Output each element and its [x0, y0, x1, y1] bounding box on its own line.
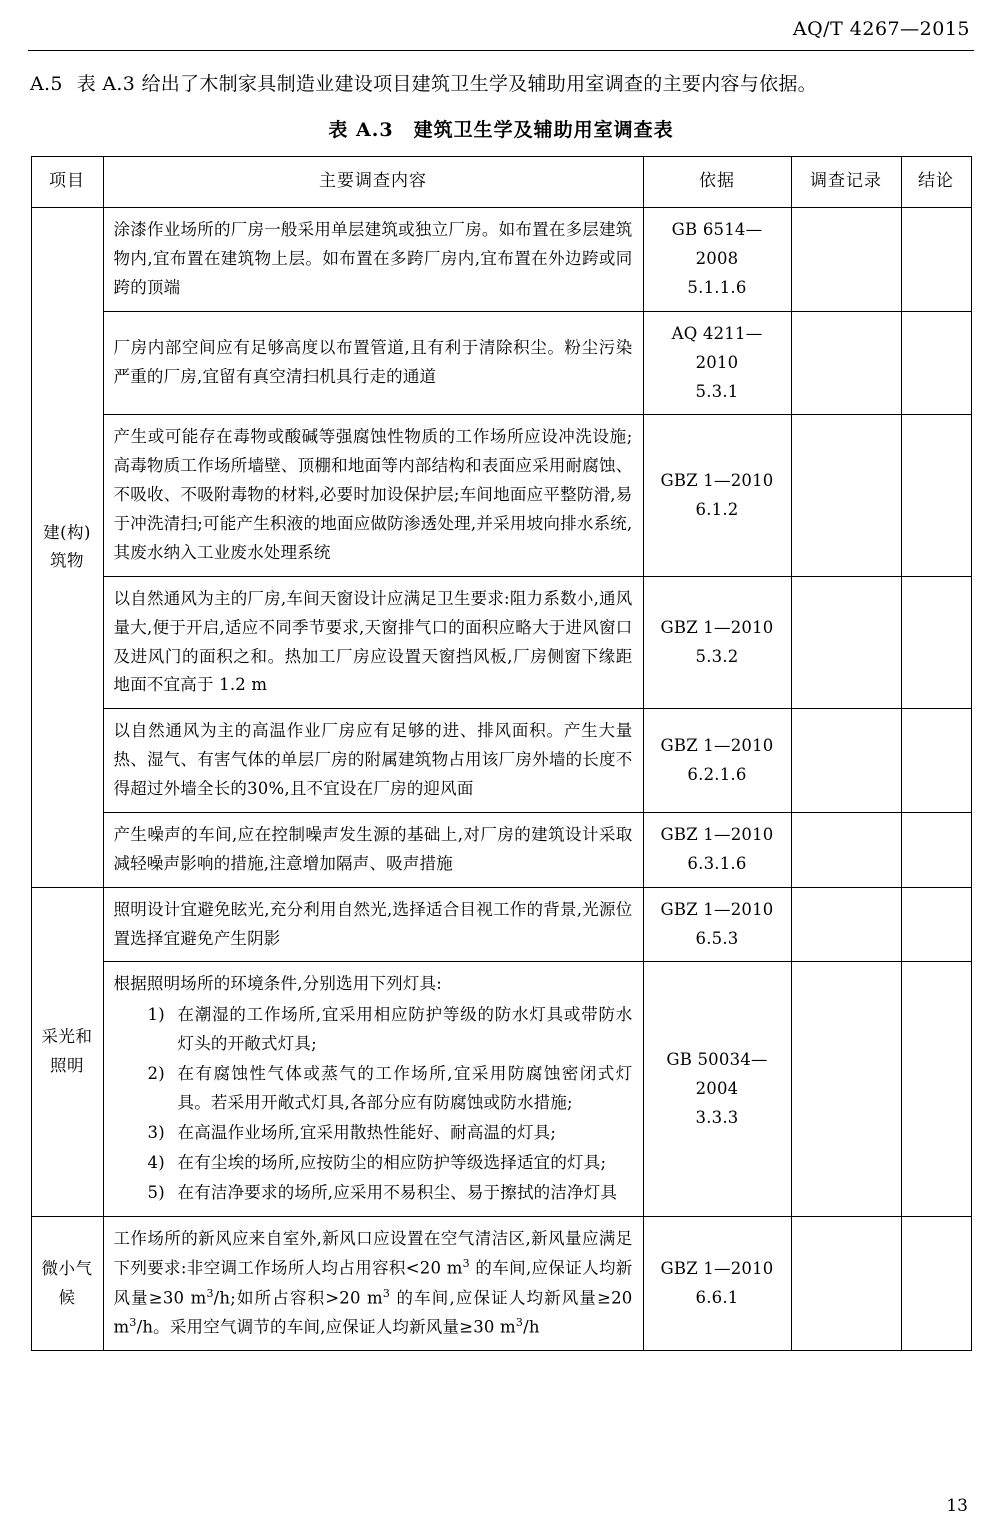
record-cell[interactable]	[791, 1217, 901, 1351]
sub-item	[114, 1119, 633, 1148]
page-number: 13	[946, 1496, 968, 1516]
table-row	[31, 1217, 971, 1351]
table-row	[31, 812, 971, 887]
basis-cell	[643, 709, 791, 813]
sub-item-number: 2)	[147, 1064, 165, 1084]
sub-item-text: 在有腐蚀性气体或蒸气的工作场所,宜采用防腐蚀密闭式灯具。若采用开敞式灯具,各部分应有防腐蚀或防水措施;	[177, 1064, 633, 1112]
table-row	[31, 962, 971, 1217]
basis-line: 6.3.1.6	[687, 853, 747, 873]
sub-item-text: 在高温作业场所,宜采用散热性能好、耐高温的灯具;	[177, 1122, 557, 1142]
record-cell[interactable]	[791, 576, 901, 709]
sub-item-list	[114, 1001, 633, 1207]
clause-text: 表 A.3 给出了木制家具制造业建设项目建筑卫生学及辅助用室调查的主要内容与依据。	[76, 73, 817, 95]
content-text: 产生噪声的车间,应在控制噪声发生源的基础上,对厂房的建筑设计采取减轻噪声影响的措施,注意增加隔声、吸声措施	[113, 824, 633, 873]
content-text: 照明设计宜避免眩光,充分利用自然光,选择适合目视工作的背景,光源位置选择宜避免产生阴影	[113, 899, 633, 948]
basis-cell	[643, 415, 791, 576]
table-row	[31, 887, 971, 962]
conclusion-cell[interactable]	[901, 415, 971, 576]
conclusion-cell[interactable]	[901, 887, 971, 962]
table-row	[31, 709, 971, 813]
record-cell[interactable]	[791, 887, 901, 962]
content-cell	[103, 812, 643, 887]
content-text: 根据照明场所的环境条件,分别选用下列灯具:	[113, 974, 443, 994]
content-text: 产生或可能存在毒物或酸碱等强腐蚀性物质的工作场所应设冲洗设施;高毒物质工作场所墙壁、顶棚和地面等内部结构和表面应采用耐腐蚀、不吸收、不吸附毒物的材料,必要时加设保护层;车间地面应平整防滑,易于冲洗清扫;可能产生积液的地面应做防渗透处理,并采用坡向排水系统,其废水纳入工业废水处理系统	[113, 427, 633, 562]
table-header-row	[31, 157, 971, 208]
standard-code: AQ/T 4267—2015	[792, 18, 970, 40]
sub-item	[114, 1060, 633, 1118]
basis-cell	[643, 208, 791, 312]
content-cell	[103, 208, 643, 312]
clause-number: A.5	[30, 73, 63, 95]
sub-item	[114, 1179, 633, 1208]
content-text: 以自然通风为主的厂房,车间天窗设计应满足卫生要求:阻力系数小,通风量大,便于开启,适应不同季节要求,天窗排气口的面积应略大于进风窗口及进风门的面积之和。热加工厂房应设置天窗挡风板,厂房侧窗下缘距地面不宜高于 1.2 m	[113, 588, 633, 695]
table-row	[31, 311, 971, 415]
column-header-basis: 依据	[643, 157, 791, 208]
column-header-item: 项目	[31, 157, 103, 208]
sub-item-number: 4)	[147, 1152, 165, 1172]
content-text: 以自然通风为主的高温作业厂房应有足够的进、排风面积。产生大量热、湿气、有害气体的单层厂房的附属建筑物占用该厂房外墙的长度不得超过外墙全长的30%,且不宜设在厂房的迎风面	[113, 721, 633, 799]
page-header	[28, 18, 974, 40]
content-text: 涂漆作业场所的厂房一般采用单层建筑或独立厂房。如布置在多层建筑物内,宜布置在建筑物上层。如布置在多跨厂房内,宜布置在外边跨或同跨的顶端	[113, 220, 633, 297]
content-cell	[103, 415, 643, 576]
content-cell	[103, 887, 643, 962]
basis-line: 3.3.3	[695, 1107, 739, 1127]
item-cell: 采光和照明	[31, 887, 103, 1217]
table-row	[31, 208, 971, 312]
survey-table	[31, 156, 972, 1351]
conclusion-cell[interactable]	[901, 208, 971, 312]
sub-item-text: 在潮湿的工作场所,宜采用相应防护等级的防水灯具或带防水灯头的开敞式灯具;	[177, 1005, 633, 1054]
sub-item	[114, 1149, 633, 1178]
sub-item-number: 3)	[147, 1122, 165, 1142]
column-header-conclusion: 结论	[901, 157, 971, 208]
content-cell: 工作场所的新风应来自室外,新风口应设置在空气清洁区,新风量应满足下列要求:非空调工作场所人均占用容积<20 $m^3$ 的车间,应保证人均新风量≥30 $m^3/h$;如所占容积>20 $m^3$ 的车间,应保证人均新风量≥20 $m^3/h$。采用空气调节的车间,应保证人均新风量≥30 $m^3/h$	[103, 1217, 643, 1351]
basis-line: 6.2.1.6	[687, 764, 747, 784]
basis-cell	[643, 887, 791, 962]
basis-line: GBZ 1—2010	[660, 899, 774, 919]
table-body	[31, 208, 971, 1351]
basis-line: GBZ 1—2010	[660, 617, 774, 637]
basis-line: GBZ 1—2010	[660, 824, 774, 844]
header-divider	[28, 50, 974, 51]
basis-line: 5.3.1	[695, 381, 739, 401]
conclusion-cell[interactable]	[901, 812, 971, 887]
table-row	[31, 415, 971, 576]
item-cell: 建(构)筑物	[31, 208, 103, 888]
sub-item	[114, 1001, 633, 1059]
basis-line: AQ 4211—2010	[671, 323, 763, 372]
item-cell: 微小气候	[31, 1217, 103, 1351]
basis-line: 6.1.2	[695, 499, 739, 519]
basis-line: 5.1.1.6	[687, 277, 747, 297]
record-cell[interactable]	[791, 812, 901, 887]
conclusion-cell[interactable]	[901, 962, 971, 1217]
content-cell	[103, 709, 643, 813]
basis-cell	[643, 812, 791, 887]
content-cell	[103, 962, 643, 1217]
basis-line: GBZ 1—2010	[660, 470, 774, 490]
basis-line: 6.5.3	[695, 928, 739, 948]
basis-line: 6.6.1	[695, 1287, 739, 1307]
sub-item-number: 1)	[147, 1005, 165, 1025]
conclusion-cell[interactable]	[901, 709, 971, 813]
clause-intro	[30, 69, 974, 99]
record-cell[interactable]	[791, 311, 901, 415]
basis-line: GB 50034—2004	[666, 1050, 768, 1098]
record-cell[interactable]	[791, 208, 901, 312]
basis-line: 5.3.2	[695, 646, 739, 666]
column-header-content: 主要调查内容	[103, 157, 643, 208]
conclusion-cell[interactable]	[901, 311, 971, 415]
conclusion-cell[interactable]	[901, 1217, 971, 1351]
table-row	[31, 576, 971, 709]
basis-line: GB 6514—2008	[671, 220, 763, 269]
basis-cell	[643, 962, 791, 1217]
record-cell[interactable]	[791, 962, 901, 1217]
sub-item-number: 5)	[147, 1182, 165, 1202]
content-cell	[103, 576, 643, 709]
basis-cell	[643, 1217, 791, 1351]
sub-item-text: 在有尘埃的场所,应按防尘的相应防护等级选择适宜的灯具;	[177, 1152, 607, 1172]
content-cell	[103, 311, 643, 415]
basis-line: GBZ 1—2010	[660, 1259, 774, 1279]
content-text: 厂房内部空间应有足够高度以布置管道,且有利于清除积尘。粉尘污染严重的厂房,宜留有真空清扫机具行走的通道	[113, 338, 633, 387]
basis-line: GBZ 1—2010	[660, 735, 774, 755]
record-cell[interactable]	[791, 415, 901, 576]
table-title: 表 A.3 建筑卫生学及辅助用室调查表	[328, 119, 674, 142]
record-cell[interactable]	[791, 709, 901, 813]
basis-cell	[643, 576, 791, 709]
sub-item-text: 在有洁净要求的场所,应采用不易积尘、易于擦拭的洁净灯具	[177, 1182, 618, 1202]
basis-cell	[643, 311, 791, 415]
column-header-record: 调查记录	[791, 157, 901, 208]
conclusion-cell[interactable]	[901, 576, 971, 709]
